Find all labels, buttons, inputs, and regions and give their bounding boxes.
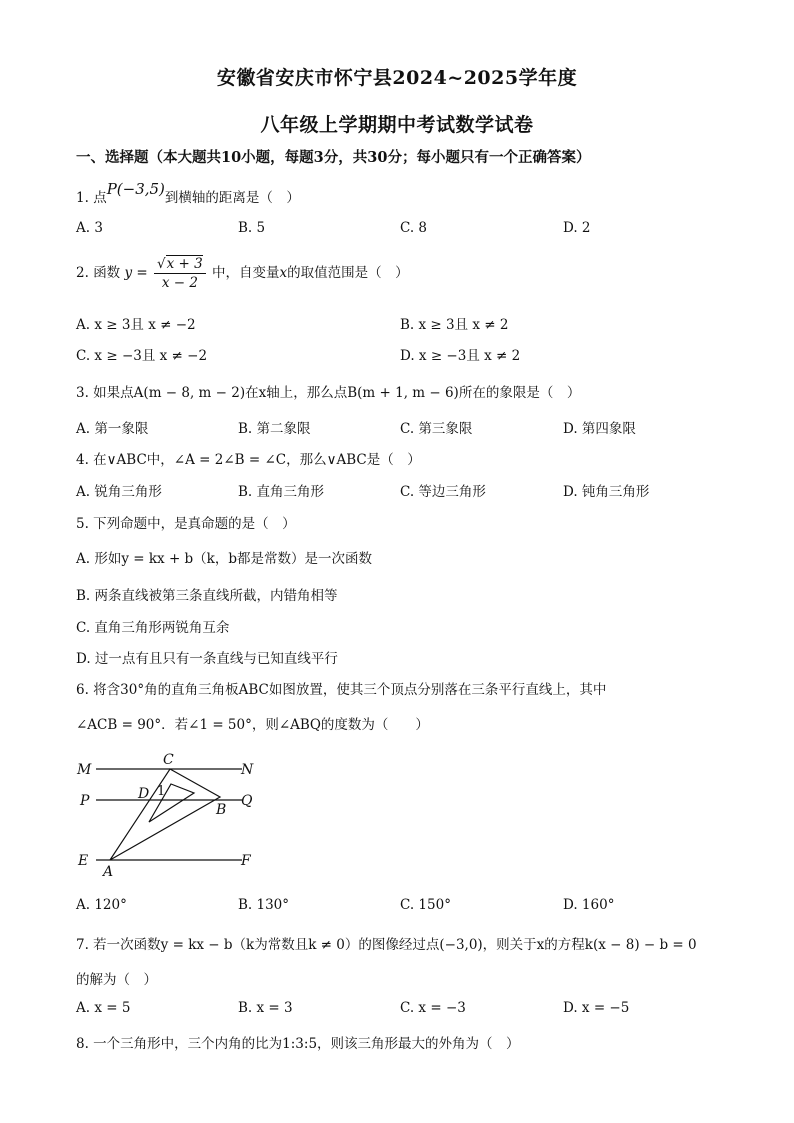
q2-y: y =: [124, 265, 148, 281]
question-6-line1: 6. 将含30°角的直角三角板ABC如图放置，使其三个顶点分别落在三条平行直线上，其中: [76, 682, 607, 698]
q5-option-c: C. 直角三角形两锐角互余: [76, 620, 230, 636]
q2-post2: 的取值范围是（ ）: [287, 265, 409, 281]
q2-option-b: B. x ≥ 3且 x ≠ 2: [400, 317, 509, 333]
label-b: B: [216, 802, 227, 818]
q2-var: x: [279, 265, 288, 281]
q4-option-c: C. 等边三角形: [400, 484, 486, 500]
q3-option-d: D. 第四象限: [563, 421, 636, 437]
q2-option-a: A. x ≥ 3且 x ≠ −2: [76, 317, 196, 333]
question-1: [76, 180, 300, 206]
q3-option-a: A. 第一象限: [76, 421, 149, 437]
q2-radicand: x + 3: [166, 256, 203, 272]
q6-option-c: C. 150°: [400, 897, 451, 913]
q7-option-c: C. x = −3: [400, 1000, 466, 1016]
q2-fraction: [154, 256, 206, 291]
q2-pre: 函数: [93, 265, 121, 281]
q2-option-c: C. x ≥ −3且 x ≠ −2: [76, 348, 208, 364]
q5-option-d: D. 过一点有且只有一条直线与已知直线平行: [76, 651, 338, 667]
question-6-line2: ∠ACB = 90°．若∠1 = 50°，则∠ABQ的度数为（ ）: [76, 717, 429, 733]
question-7-line1: 7. 若一次函数y = kx − b（k为常数且k ≠ 0）的图像经过点(−3,0)，则关于x的方程k(x − 8) − b = 0: [76, 937, 697, 953]
q1-math: P(−3,5): [106, 180, 165, 198]
triangle-abc: [110, 769, 220, 860]
q1-number: 1.: [76, 190, 89, 206]
question-4: 4. 在∨ABC中，∠A = 2∠B = ∠C，那么∨ABC是（ ）: [76, 452, 421, 468]
q6-geometry-figure: [74, 748, 264, 880]
label-p: P: [80, 793, 90, 809]
question-3: 3. 如果点A(m − 8, m − 2)在x轴上，那么点B(m + 1, m − 6)所在的象限是（ ）: [76, 385, 581, 401]
q2-number: 2.: [76, 265, 89, 281]
label-q: Q: [241, 793, 253, 809]
q4-option-d: D. 钝角三角形: [563, 484, 650, 500]
q1-pre: 点: [93, 190, 107, 206]
q2-denominator: x − 2: [161, 275, 198, 291]
q4-option-a: A. 锐角三角形: [76, 484, 162, 500]
label-f: F: [241, 853, 251, 869]
q1-option-b: B. 5: [238, 220, 266, 236]
label-a: A: [103, 864, 114, 880]
q1-option-d: D. 2: [563, 220, 591, 236]
q6-option-a: A. 120°: [76, 897, 127, 913]
q7-option-a: A. x = 5: [76, 1000, 131, 1016]
q1-option-a: A. 3: [76, 220, 103, 236]
q6-option-d: D. 160°: [563, 897, 615, 913]
q4-option-b: B. 直角三角形: [238, 484, 325, 500]
exam-title-line1: 安徽省安庆市怀宁县2024~2025学年度: [216, 67, 578, 89]
question-2: [76, 256, 409, 291]
label-d: D: [138, 786, 150, 802]
q1-post: 到横轴的距离是（ ）: [164, 190, 300, 206]
question-8: 8. 一个三角形中，三个内角的比为1:3:5，则该三角形最大的外角为（ ）: [76, 1036, 520, 1052]
label-m: M: [77, 762, 92, 778]
question-7-line2: 的解为（ ）: [76, 972, 157, 988]
label-1: 1: [157, 784, 166, 799]
section-heading: 一、选择题（本大题共10小题，每题3分，共30分；每小题只有一个正确答案）: [76, 149, 591, 166]
q6-option-b: B. 130°: [238, 897, 290, 913]
q3-option-c: C. 第三象限: [400, 421, 473, 437]
q1-option-c: C. 8: [400, 220, 428, 236]
label-n: N: [241, 762, 254, 778]
label-c: C: [163, 752, 174, 768]
q2-option-d: D. x ≥ −3且 x ≠ 2: [400, 348, 521, 364]
question-5: 5. 下列命题中，是真命题的是（ ）: [76, 516, 296, 532]
exam-title-line2: 八年级上学期期中考试数学试卷: [260, 114, 534, 136]
q7-option-b: B. x = 3: [238, 1000, 293, 1016]
q7-option-d: D. x = −5: [563, 1000, 630, 1016]
q5-option-a: A. 形如y = kx + b（k，b都是常数）是一次函数: [76, 551, 373, 567]
q3-option-b: B. 第二象限: [238, 421, 311, 437]
q5-option-b: B. 两条直线被第三条直线所截，内错角相等: [76, 588, 338, 604]
q2-post: 中，自变量: [212, 265, 280, 281]
q2-numerator: √x + 3: [154, 256, 206, 274]
label-e: E: [78, 853, 89, 869]
